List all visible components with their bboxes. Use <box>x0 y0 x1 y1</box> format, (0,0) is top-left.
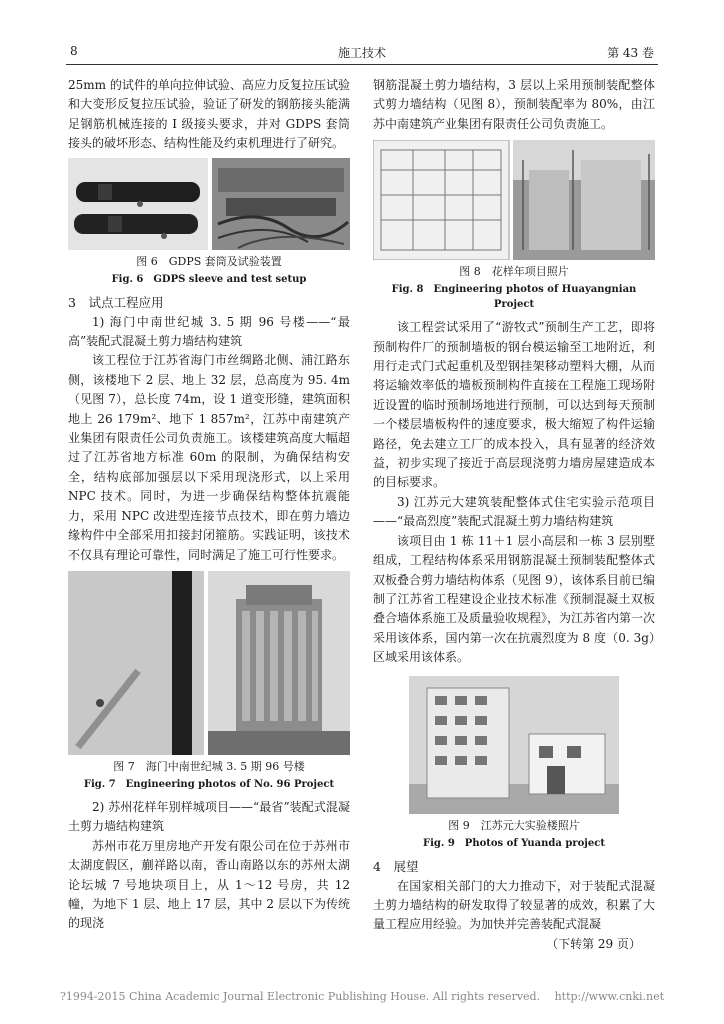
figure-6-caption-en: Fig. 6 GDPS sleeve and test setup <box>111 273 307 285</box>
page-header <box>70 44 654 62</box>
volume-label: 第 43 卷 <box>607 46 654 60</box>
figure-8-caption-zh: 图 8 花样年项目照片 <box>459 265 569 279</box>
page-number: 8 <box>70 44 78 58</box>
subsection-1-heading: 1) 海门中南世纪城 3. 5 期 96 号楼——“最高”装配式混凝土剪力墙结构建筑 <box>68 314 350 349</box>
figure-9-caption-en: Fig. 9 Photos of Yuanda project <box>423 837 605 849</box>
section-4-heading: 4 展望 <box>373 858 419 874</box>
subsection-3-heading: 3) 江苏元大建筑装配整体式住宅实验示范项目——“最高烈度”装配式混凝土剪力墙结构建筑 <box>373 494 655 529</box>
right-column <box>373 76 655 954</box>
paragraph-outlook: 在国家相关部门的大力推动下，对于装配式混凝土剪力墙结构的研发取得了较显著的成效，积累了大量工程应用经验。为加快并完善装配式混凝 <box>373 878 655 932</box>
figure-7 <box>68 571 350 755</box>
haimen-building-photos <box>68 571 350 755</box>
figure-7-caption-zh: 图 7 海门中南世纪城 3. 5 期 96 号楼 <box>113 759 305 773</box>
paragraph-yuanda: 该项目由 1 栋 11＋1 层小高层和一栋 3 层别墅组成，工程结构体系采用钢筋混凝土预制装配整体式双板叠合剪力墙结构体系（见图 9），该体系目前已编制了江苏省工程建设企业技术标准《预制混凝土双板叠合墙体系施工及质量验收规程》，为江苏省内第一次采用该体系，国内第一次在抗震烈度为 8 度（0. 3g）区域采用该体系。 <box>373 533 656 665</box>
figure-8-caption-en: Fig. 8 Engineering photos of Huayangnian Project <box>391 284 637 311</box>
paragraph-nomadic: 该工程尝试采用了“游牧式”预制生产工艺，即将预制构件厂的预制墙板的钢台模运输至工地附近，利用行走式门式起重机及型钢挂架移动塑料大棚，从而将运输效率低的墙板预制构件直接在工程施工现场附近设置的临时预制场地进行预制，可以达到每天预制一个楼层墙板构件的速度要求，极大缩短了构件运输路径，免去建立工厂的成本投入，具有显著的经济效益，初步实现了接近于高层现浇剪力墙房屋建造成本的目标要求。 <box>373 320 655 490</box>
subsection-2-heading: 2) 苏州花样年别样城项目——“最省”装配式混凝土剪力墙结构建筑 <box>68 799 350 834</box>
left-column <box>68 76 350 934</box>
figure-6-caption-zh: 图 6 GDPS 套筒及试验装置 <box>136 254 282 268</box>
figure-8 <box>373 140 655 260</box>
header-rule <box>66 64 658 65</box>
huayangnian-photos <box>373 140 655 260</box>
paragraph-continued: 钢筋混凝土剪力墙结构，3 层以上采用预制装配整体式剪力墙结构（见图 8），预制装配率为 80%，由江苏中南建筑产业集团有限责任公司负责施工。 <box>373 78 655 131</box>
figure-9-caption-zh: 图 9 江苏元大实验楼照片 <box>448 818 580 832</box>
figure-7-caption-en: Fig. 7 Engineering photos of No. 96 Project <box>83 778 335 790</box>
intro-paragraph: 25mm 的试件的单向拉伸试验、高应力反复拉压试验和大变形反复拉压试验，验证了研发的钢筋接头能满足钢筋机械连接的 I 级接头要求，并对 GDPS 套筒接头的破坏形态、结构性能及约束机理进行了研究。 <box>68 78 350 151</box>
figure-6 <box>68 158 350 250</box>
journal-title: 施工技术 <box>337 46 386 60</box>
figure-9 <box>409 676 619 814</box>
section-3-heading: 3 试点工程应用 <box>68 294 164 310</box>
copyright-footer: ?1994-2015 China Academic Journal Electronic Publishing House. All rights reserved. http://www.cnki.net <box>59 990 665 1003</box>
yuanda-building-photo <box>409 676 619 814</box>
continued-note: （下转第 29 页） <box>546 936 641 951</box>
gdps-sleeve-photo <box>68 158 350 250</box>
paragraph-haimen: 该工程位于江苏省海门市丝绸路北侧、浦江路东侧，该楼地下 2 层、地上 32 层，总高度为 95. 4m（见图 7），总长度 74m，设 1 道变形缝，建筑面积地上 26 179m²、地下 1 857m²，江苏中南建筑产业集团有限责任公司负责施工。该楼建筑高度大幅超过了江苏省地方标准 60m 的限制，为确保结构安全，结构底部加强层以下采用现浇形式，以上采用 NPC 技术。同时，为进一步确保结构整体抗震能力，采用 NPC 改进型连接节点技术，即在剪力墙边缘构件中全部采用扣接封闭箍筋。实践证明，该技术不仅具有理论可靠性，同时满足了施工可行性要求。 <box>68 353 350 562</box>
paragraph-suzhou: 苏州市花万里房地产开发有限公司在位于苏州市太湖度假区，蒯祥路以南，香山南路以东的苏州太湖论坛城 7 号地块项目上，从 1～12 号房，共 12 幢，为地下 1 层、地上 17 层，其中 2 层以下为传统的现浇 <box>68 838 350 931</box>
